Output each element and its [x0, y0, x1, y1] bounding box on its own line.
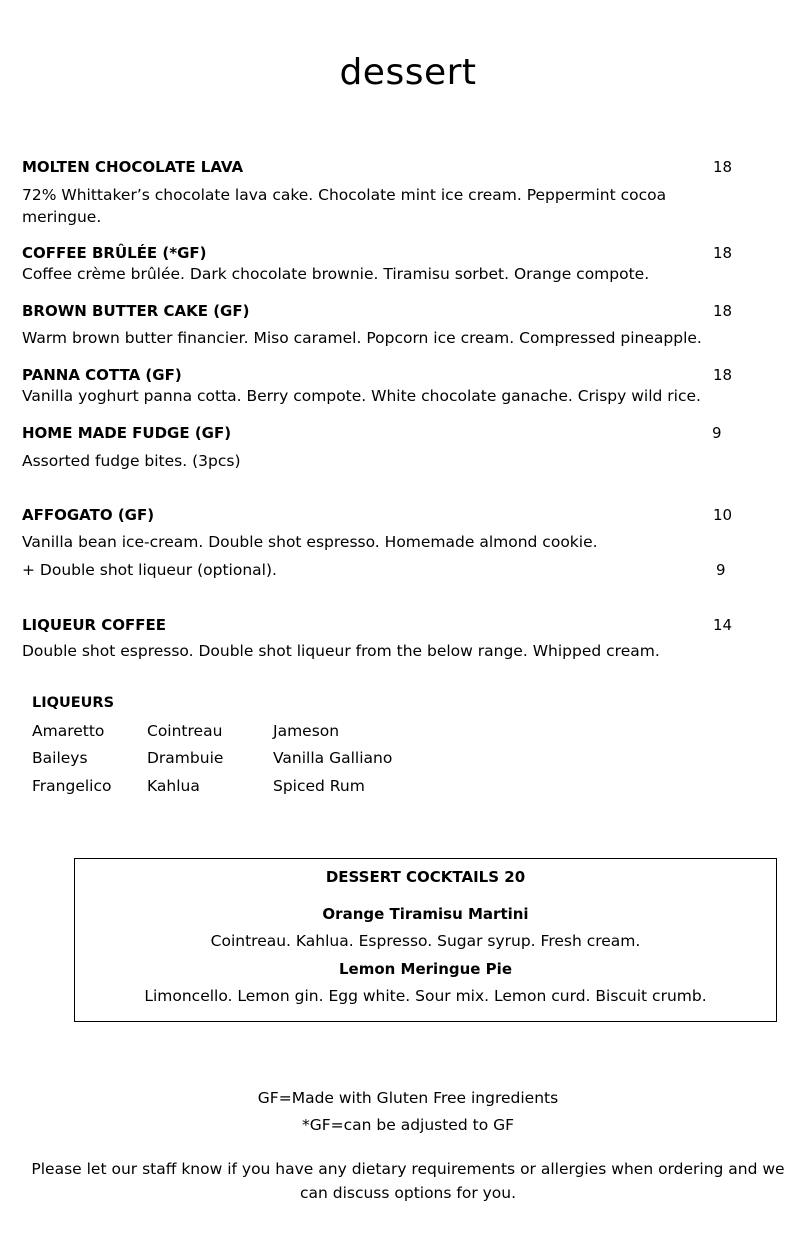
item-price: 18 — [713, 244, 733, 262]
liqueur-item: Jameson — [273, 722, 340, 740]
liqueur-item: Cointreau — [147, 722, 223, 740]
item-name-molten-chocolate-lava: MOLTEN CHOCOLATE LAVA — [22, 158, 244, 176]
gf-adjust-note: *GF=can be adjusted to GF — [301, 1116, 515, 1134]
liqueur-item: Drambuie — [147, 749, 224, 767]
item-description: Coffee crème brûlée. Dark chocolate brownie. Tiramisu sorbet. Orange compote. — [22, 265, 650, 283]
item-name-panna-cotta: PANNA COTTA (GF) — [22, 366, 182, 384]
dietary-note: Please let our staff know if you have any dietary requirements or allergies when ordering and we can discuss options for you. — [31, 1160, 785, 1202]
item-name-brown-butter-cake: BROWN BUTTER CAKE (GF) — [22, 302, 250, 320]
item-name-affogato: AFFOGATO (GF) — [22, 506, 155, 524]
item-name-home-made-fudge: HOME MADE FUDGE (GF) — [22, 424, 232, 442]
item-description: 72% Whittaker’s chocolate lava cake. Chocolate mint ice cream. Peppermint cocoa meringue. — [22, 186, 667, 226]
item-addon-price: 9 — [716, 561, 726, 579]
item-description: Vanilla bean ice-cream. Double shot espresso. Homemade almond cookie. — [22, 533, 598, 551]
item-name-liqueur-coffee: LIQUEUR COFFEE — [22, 616, 167, 634]
item-price: 10 — [713, 506, 733, 524]
liqueur-item: Baileys — [32, 749, 88, 767]
item-price: 18 — [713, 302, 733, 320]
cocktail-name: Lemon Meringue Pie — [338, 960, 512, 978]
cocktail-description: Cointreau. Kahlua. Espresso. Sugar syrup. Fresh cream. — [210, 932, 641, 950]
item-name-coffee-brulee: COFFEE BRÛLÉE (*GF) — [22, 244, 207, 262]
item-addon: + Double shot liqueur (optional). — [22, 561, 277, 579]
dessert-cocktails-heading: DESSERT COCKTAILS 20 — [325, 868, 526, 886]
item-description: Warm brown butter financier. Miso caramel. Popcorn ice cream. Compressed pineapple. — [22, 329, 702, 347]
item-price: 9 — [712, 424, 722, 442]
dessert-cocktails-box — [74, 858, 777, 1022]
liqueur-item: Kahlua — [147, 777, 200, 795]
item-price: 14 — [713, 616, 733, 634]
liqueurs-heading: LIQUEURS — [32, 695, 115, 711]
item-price: 18 — [713, 366, 733, 384]
cocktail-description: Limoncello. Lemon gin. Egg white. Sour mix. Lemon curd. Biscuit crumb. — [144, 987, 707, 1005]
item-description: Assorted fudge bites. (3pcs) — [22, 452, 241, 470]
item-price: 18 — [713, 158, 733, 176]
item-description: Double shot espresso. Double shot liqueur from the below range. Whipped cream. — [22, 642, 660, 660]
liqueur-item: Spiced Rum — [273, 777, 365, 795]
liqueur-item: Vanilla Galliano — [273, 749, 393, 767]
gf-note: GF=Made with Gluten Free ingredients — [257, 1089, 559, 1107]
item-description: Vanilla yoghurt panna cotta. Berry compote. White chocolate ganache. Crispy wild rice. — [22, 387, 701, 405]
liqueur-item: Frangelico — [32, 777, 112, 795]
page-title: dessert — [339, 52, 477, 93]
liqueur-item: Amaretto — [32, 722, 105, 740]
cocktail-name: Orange Tiramisu Martini — [322, 905, 529, 923]
